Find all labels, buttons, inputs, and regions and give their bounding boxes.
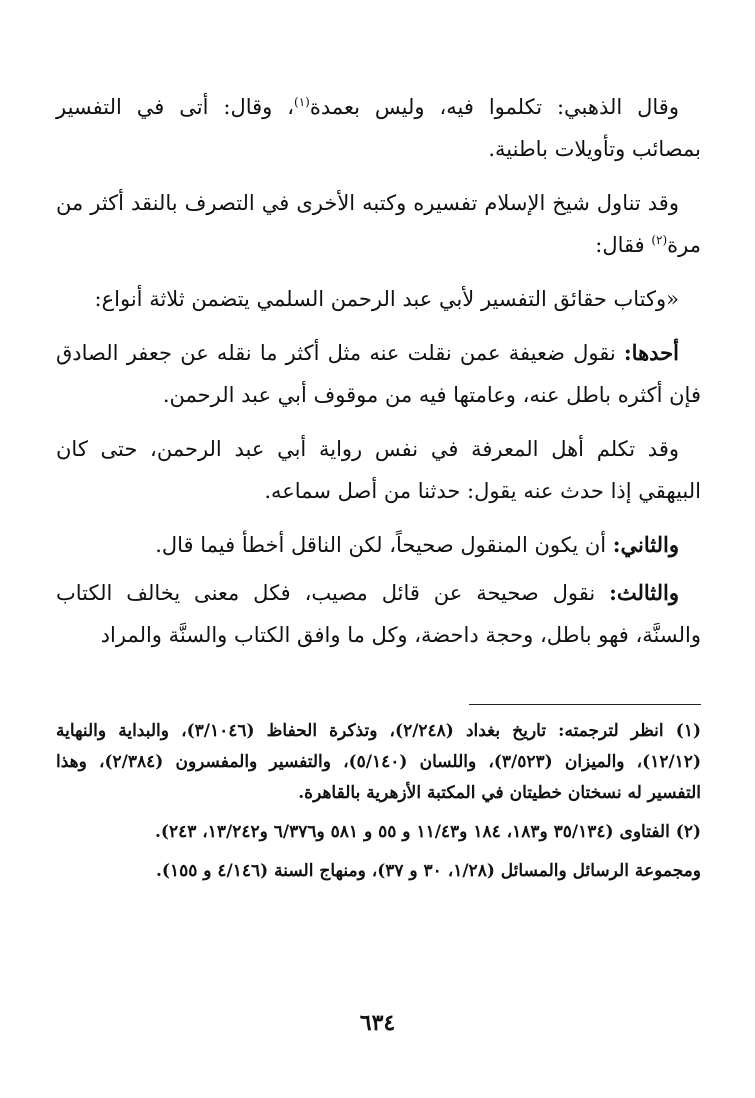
footnote-divider bbox=[469, 704, 701, 705]
paragraph-quote-intro: «وكتاب حقائق التفسير لأبي عبد الرحمن السلمي يتضمن ثلاثة أنواع: bbox=[94, 287, 679, 311]
paragraph-second-type: والثاني: أن يكون المنقول صحيحاً، لكن الناقل أخطأ فيما قال. bbox=[155, 532, 679, 557]
page-number: ٦٣٤ bbox=[359, 1010, 396, 1036]
footnote-text: ومجموعة الرسائل والمسائل (١/٢٨، ٣٠ و ٣٧)، ومنهاج السنة (٤/١٤٦ و ١٥٥). bbox=[156, 861, 701, 881]
paragraph-bayhaqi: وقد تكلم أهل المعرفة في نفس رواية أبي عبد الرحمن، حتى كان البيهقي إذا حدث عنه يقول: حدثنا من أصل سماعه. bbox=[56, 437, 701, 503]
footnote-text: انظر لترجمته: تاريخ بغداد (٢/٢٤٨)، وتذكرة الحفاظ (٣/١٠٤٦)، والبداية والنهاية (١٢/١٢)، والميزان (٣/٥٢٣)، واللسان (٥/١٤٠)، والتفسير والمفسرون (٢/٣٨٤)، وهذا التفسير له نسختان خطيتان في المكتبة الأزهرية بالقاهرة. bbox=[56, 721, 701, 803]
footnotes bbox=[56, 716, 701, 895]
paragraph-shaykh-islam: وقد تناول شيخ الإسلام تفسيره وكتبه الأخرى في التصرف بالنقد أكثر من مرة$^{(٢)}$ فقال: bbox=[56, 191, 701, 257]
paragraph-third-type: والثالث: نقول صحيحة عن قائل مصيب، فكل معنى يخالف الكتاب والسنَّة، فهو باطل، وحجة داحضة، وكل ما وافق الكتاب والسنَّة والمراد bbox=[56, 580, 701, 647]
lead-second: والثاني: bbox=[612, 532, 679, 557]
lead-first: أحدها: bbox=[623, 340, 679, 365]
footnote-2 bbox=[56, 817, 701, 848]
footnote-number: (٢) bbox=[675, 822, 701, 842]
main-text bbox=[56, 86, 701, 668]
footnote-ref-2: (٢) bbox=[651, 233, 668, 247]
lead-third: والثالث: bbox=[609, 580, 679, 605]
footnote-1 bbox=[56, 716, 701, 809]
footnote-ref-1: (١) bbox=[294, 95, 310, 109]
footnote-text: الفتاوى (٣٥/١٣٤ و١٨٣، ١٨٤ و١١/٤٣ و ٥٥ و ٥٨١ و٦/٣٧٦ و١٣/٢٤٢، ٢٤٣). bbox=[155, 822, 670, 842]
footnote-number: (١) bbox=[675, 721, 701, 741]
paragraph-first-type: أحدها: نقول ضعيفة عمن نقلت عنه مثل أكثر ما نقله عن جعفر الصادق فإن أكثره باطل عنه، وعامتها فيه من موقوف أبي عبد الرحمن. bbox=[56, 340, 701, 407]
paragraph-dhahabi: وقال الذهبي: تكلموا فيه، وليس بعمدة$^{(١)}$، وقال: أتى في التفسير بمصائب وتأويلات باطنية. bbox=[56, 95, 701, 161]
footnote-2-continued bbox=[56, 856, 701, 887]
